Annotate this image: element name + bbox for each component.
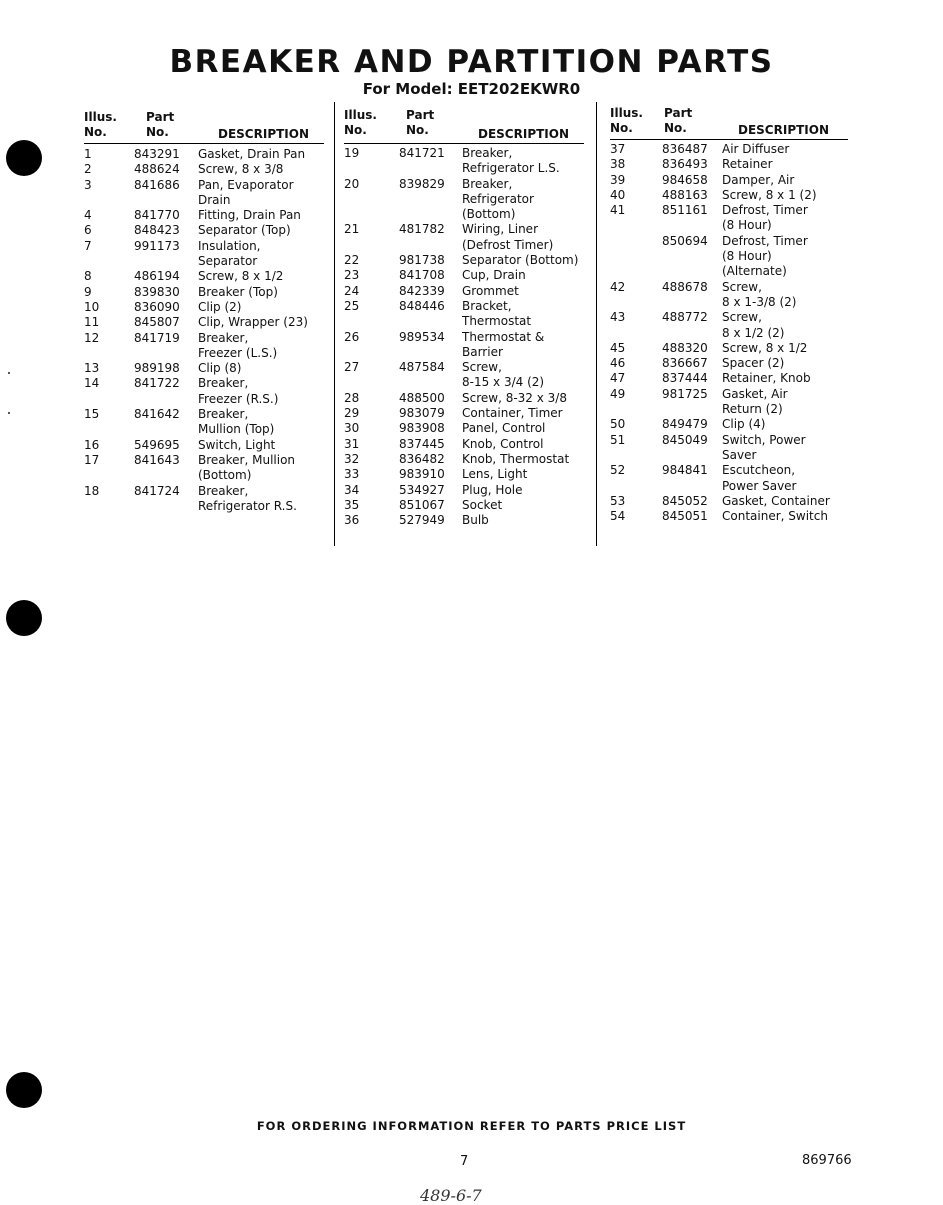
- part-description: Breaker,: [198, 330, 249, 345]
- part-description: Breaker, Mullion: [198, 452, 296, 467]
- parts-row: [84, 178, 324, 209]
- part-number: 984658: [662, 172, 708, 187]
- part-number: 837444: [662, 371, 708, 386]
- part-number: 850694: [662, 233, 708, 248]
- parts-row: [344, 268, 584, 283]
- illus-number: 9: [84, 284, 92, 299]
- parts-row: [610, 341, 850, 356]
- part-description: 8 x 1/2 (2): [722, 325, 785, 340]
- parts-row: [84, 376, 324, 407]
- parts-row: [610, 157, 850, 172]
- illus-number: 45: [610, 340, 626, 355]
- illus-number: 30: [344, 421, 360, 436]
- header-underline: [84, 143, 324, 144]
- part-number: 488772: [662, 310, 708, 325]
- part-number: 841642: [134, 407, 180, 422]
- part-number: 488500: [399, 390, 445, 405]
- part-number: 841719: [134, 330, 180, 345]
- illus-number: 29: [344, 406, 360, 421]
- illus-number: 3: [84, 177, 92, 192]
- part-number: 534927: [399, 482, 445, 497]
- parts-row: [610, 371, 850, 386]
- part-description: Thermostat &: [462, 329, 545, 344]
- part-description: Retainer: [722, 157, 773, 172]
- part-description: Freezer (L.S.): [198, 345, 278, 360]
- parts-row: [344, 284, 584, 299]
- punch-hole-top: [6, 140, 42, 176]
- part-description: Gasket, Drain Pan: [198, 147, 306, 161]
- part-number: 841686: [134, 177, 180, 192]
- part-number: 841708: [399, 268, 445, 283]
- part-number: 841643: [134, 452, 180, 467]
- illus-number: 4: [84, 208, 92, 223]
- part-number: 841722: [134, 376, 180, 391]
- parts-row: [84, 315, 324, 330]
- part-description: Breaker,: [462, 176, 513, 191]
- scan-speck: [8, 412, 10, 414]
- parts-row: [610, 310, 850, 341]
- part-number: 845049: [662, 432, 708, 447]
- part-header: Part No.: [406, 108, 435, 137]
- part-number: 851067: [399, 497, 445, 512]
- parts-column-2: [344, 108, 584, 528]
- part-description: (Defrost Timer): [462, 237, 554, 252]
- part-description: Refrigerator L.S.: [462, 161, 560, 176]
- part-description: Breaker,: [198, 483, 249, 498]
- parts-list: [610, 142, 850, 524]
- illus-number: 42: [610, 279, 626, 294]
- illus-number: 46: [610, 356, 626, 371]
- parts-row: [344, 452, 584, 467]
- illus-number: 22: [344, 253, 360, 268]
- illus-number: 10: [84, 299, 100, 314]
- parts-row: [610, 234, 850, 280]
- part-description: (Bottom): [462, 207, 516, 222]
- part-number: 989198: [134, 361, 180, 376]
- header-underline: [344, 143, 584, 144]
- illus-number: 37: [610, 142, 626, 156]
- part-description: Switch, Power: [722, 432, 806, 447]
- part-number: 983910: [399, 467, 445, 482]
- punch-hole-bottom: [6, 1072, 42, 1108]
- parts-row: [84, 331, 324, 362]
- punch-hole-middle: [6, 600, 42, 636]
- part-number: 836482: [399, 451, 445, 466]
- parts-row: [344, 498, 584, 513]
- part-description: Clip (8): [198, 361, 242, 376]
- illus-number: 31: [344, 436, 360, 451]
- illus-number: 53: [610, 493, 626, 508]
- illus-number: 47: [610, 371, 626, 386]
- parts-row: [344, 177, 584, 223]
- part-number: 836493: [662, 157, 708, 172]
- part-description: Screw, 8 x 1/2: [722, 340, 808, 355]
- parts-row: [610, 509, 850, 524]
- column-divider: [596, 102, 597, 546]
- part-description: Power Saver: [722, 478, 797, 493]
- illus-header: Illus. No.: [344, 108, 377, 137]
- part-description: Screw, 8 x 3/8: [198, 162, 284, 177]
- part-number: 839829: [399, 176, 445, 191]
- parts-row: [84, 162, 324, 177]
- part-description: Refrigerator R.S.: [198, 498, 297, 513]
- parts-row: [344, 467, 584, 482]
- ordering-note: FOR ORDERING INFORMATION REFER TO PARTS PRICE LIST: [256, 1119, 687, 1133]
- illus-number: 21: [344, 222, 360, 237]
- illus-number: 13: [84, 361, 100, 376]
- illus-number: 28: [344, 390, 360, 405]
- part-description: Screw, 8 x 1 (2): [722, 187, 817, 202]
- illus-number: 27: [344, 360, 360, 375]
- parts-row: [610, 356, 850, 371]
- parts-row: [84, 361, 324, 376]
- part-number: 837445: [399, 436, 445, 451]
- illus-header: Illus. No.: [84, 110, 117, 139]
- part-description: (Bottom): [198, 468, 252, 483]
- illus-number: 32: [344, 451, 360, 466]
- illus-header: Illus. No.: [610, 106, 643, 135]
- part-number: 488678: [662, 279, 708, 294]
- illus-number: 24: [344, 283, 360, 298]
- parts-row: [610, 203, 850, 234]
- part-description: Screw, 8-32 x 3/8: [462, 390, 567, 405]
- parts-row: [610, 280, 850, 311]
- part-description: Clip (4): [722, 417, 766, 432]
- illus-number: 20: [344, 176, 360, 191]
- parts-row: [84, 223, 324, 238]
- part-description: Separator: [198, 254, 258, 269]
- parts-list: [344, 146, 584, 528]
- part-description: Screw,: [722, 310, 762, 325]
- parts-row: [610, 433, 850, 464]
- document-number: 869766: [802, 1153, 852, 1168]
- part-description: Bracket,: [462, 298, 512, 313]
- part-description: Gasket, Container: [722, 493, 830, 508]
- part-description: Separator (Bottom): [462, 253, 579, 268]
- part-description: (8 Hour): [722, 249, 772, 264]
- parts-column-1: [84, 108, 324, 514]
- parts-row: [344, 483, 584, 498]
- illus-number: 35: [344, 497, 360, 512]
- part-number: 836090: [134, 299, 180, 314]
- column-header: [84, 108, 324, 142]
- part-number: 527949: [399, 513, 445, 528]
- column-divider: [334, 102, 335, 546]
- part-description: Plug, Hole: [462, 482, 523, 497]
- parts-row: [84, 147, 324, 162]
- part-description: Defrost, Timer: [722, 233, 808, 248]
- model-subtitle: For Model: EET202EKWR0: [362, 80, 581, 98]
- part-description: Defrost, Timer: [722, 203, 808, 218]
- parts-row: [610, 494, 850, 509]
- part-header: Part No.: [146, 110, 175, 139]
- part-description: Saver: [722, 447, 757, 462]
- parts-row: [84, 239, 324, 270]
- illus-number: 25: [344, 298, 360, 313]
- part-description: Insulation,: [198, 238, 261, 253]
- part-description: Bulb: [462, 513, 489, 528]
- part-description: Breaker (Top): [198, 284, 278, 299]
- parts-row: [610, 173, 850, 188]
- part-description: Freezer (R.S.): [198, 391, 279, 406]
- parts-row: [84, 208, 324, 223]
- part-description: Container, Switch: [722, 509, 828, 524]
- parts-row: [84, 484, 324, 515]
- part-description: Return (2): [722, 402, 783, 417]
- part-description: Air Diffuser: [722, 142, 790, 156]
- illus-number: 26: [344, 329, 360, 344]
- page-number: 7: [460, 1154, 469, 1169]
- part-description: Pan, Evaporator: [198, 177, 294, 192]
- part-number: 488320: [662, 340, 708, 355]
- parts-row: [344, 421, 584, 436]
- scan-speck: [8, 372, 10, 374]
- part-description: 8-15 x 3/4 (2): [462, 375, 545, 390]
- page-title: BREAKER AND PARTITION PARTS: [169, 44, 774, 80]
- part-description: Panel, Control: [462, 421, 546, 436]
- part-number: 983908: [399, 421, 445, 436]
- parts-row: [84, 285, 324, 300]
- part-description: Gasket, Air: [722, 386, 788, 401]
- part-description: Cup, Drain: [462, 268, 526, 283]
- part-number: 845807: [134, 315, 180, 330]
- illus-number: 15: [84, 407, 100, 422]
- column-header: [610, 104, 850, 138]
- part-description: Damper, Air: [722, 172, 795, 187]
- part-description: Grommet: [462, 283, 519, 298]
- parts-row: [610, 188, 850, 203]
- description-header: DESCRIPTION: [478, 127, 570, 141]
- illus-number: 8: [84, 269, 92, 284]
- illus-number: 40: [610, 187, 626, 202]
- illus-number: 12: [84, 330, 100, 345]
- part-number: 549695: [134, 437, 180, 452]
- part-description: Retainer, Knob: [722, 371, 811, 386]
- part-description: Clip (2): [198, 299, 242, 314]
- part-description: Separator (Top): [198, 223, 291, 238]
- illus-number: 18: [84, 483, 100, 498]
- part-description: Refrigerator: [462, 191, 534, 206]
- parts-row: [84, 438, 324, 453]
- illus-number: 38: [610, 157, 626, 172]
- part-number: 836487: [662, 142, 708, 156]
- part-description: (Alternate): [722, 264, 787, 279]
- part-description: (8 Hour): [722, 218, 772, 233]
- part-description: Screw,: [722, 279, 762, 294]
- illus-number: 14: [84, 376, 100, 391]
- part-description: Lens, Light: [462, 467, 528, 482]
- part-number: 981725: [662, 386, 708, 401]
- part-number: 989534: [399, 329, 445, 344]
- parts-list: [84, 147, 324, 514]
- handwritten-note: 489-6-7: [420, 1186, 482, 1205]
- part-description: Screw,: [462, 360, 502, 375]
- illus-number: 41: [610, 203, 626, 218]
- illus-number: 34: [344, 482, 360, 497]
- part-description: Breaker,: [462, 146, 513, 160]
- illus-number: 52: [610, 463, 626, 478]
- parts-row: [84, 269, 324, 284]
- part-description: Switch, Light: [198, 437, 276, 452]
- part-number: 839830: [134, 284, 180, 299]
- parts-column-3: [610, 104, 850, 524]
- part-header: Part No.: [664, 106, 693, 135]
- illus-number: 1: [84, 147, 92, 161]
- part-number: 841770: [134, 208, 180, 223]
- part-description: Knob, Control: [462, 436, 544, 451]
- parts-row: [344, 299, 584, 330]
- column-header: [344, 108, 584, 142]
- part-number: 848446: [399, 298, 445, 313]
- parts-row: [610, 387, 850, 418]
- part-number: 845051: [662, 509, 708, 524]
- parts-row: [344, 437, 584, 452]
- part-number: 486194: [134, 269, 180, 284]
- illus-number: 6: [84, 223, 92, 238]
- part-number: 991173: [134, 238, 180, 253]
- part-description: Breaker,: [198, 376, 249, 391]
- part-description: Fitting, Drain Pan: [198, 208, 301, 223]
- part-number: 487584: [399, 360, 445, 375]
- part-description: Breaker,: [198, 407, 249, 422]
- illus-number: 7: [84, 238, 92, 253]
- parts-row: [610, 142, 850, 157]
- description-header: DESCRIPTION: [738, 123, 830, 137]
- part-description: Thermostat: [462, 314, 532, 329]
- part-number: 843291: [134, 147, 180, 161]
- parts-row: [610, 417, 850, 432]
- parts-row: [344, 146, 584, 177]
- illus-number: 17: [84, 452, 100, 467]
- illus-number: 43: [610, 310, 626, 325]
- illus-number: 11: [84, 315, 100, 330]
- part-number: 851161: [662, 203, 708, 218]
- parts-row: [344, 330, 584, 361]
- illus-number: 23: [344, 268, 360, 283]
- part-number: 842339: [399, 283, 445, 298]
- part-description: Wiring, Liner: [462, 222, 538, 237]
- parts-row: [344, 222, 584, 253]
- part-number: 481782: [399, 222, 445, 237]
- part-description: Socket: [462, 497, 503, 512]
- part-number: 984841: [662, 463, 708, 478]
- part-description: Screw, 8 x 1/2: [198, 269, 284, 284]
- description-header: DESCRIPTION: [218, 127, 310, 141]
- parts-row: [84, 300, 324, 315]
- part-description: 8 x 1-3/8 (2): [722, 294, 797, 309]
- part-description: Container, Timer: [462, 406, 563, 421]
- parts-row: [344, 513, 584, 528]
- part-number: 849479: [662, 417, 708, 432]
- illus-number: 50: [610, 417, 626, 432]
- header-underline: [610, 139, 848, 140]
- part-description: Escutcheon,: [722, 463, 796, 478]
- part-number: 983079: [399, 406, 445, 421]
- parts-row: [610, 463, 850, 494]
- part-number: 845052: [662, 493, 708, 508]
- illus-number: 16: [84, 437, 100, 452]
- parts-row: [84, 407, 324, 438]
- illus-number: 39: [610, 172, 626, 187]
- part-number: 841724: [134, 483, 180, 498]
- part-number: 841721: [399, 146, 445, 160]
- illus-number: 51: [610, 432, 626, 447]
- parts-row: [344, 253, 584, 268]
- part-number: 981738: [399, 253, 445, 268]
- part-description: Barrier: [462, 344, 503, 359]
- illus-number: 49: [610, 386, 626, 401]
- part-number: 488624: [134, 162, 180, 177]
- part-description: Clip, Wrapper (23): [198, 315, 308, 330]
- part-description: Drain: [198, 192, 231, 207]
- parts-row: [84, 453, 324, 484]
- part-number: 488163: [662, 187, 708, 202]
- illus-number: 19: [344, 146, 360, 160]
- part-number: 848423: [134, 223, 180, 238]
- illus-number: 54: [610, 509, 626, 524]
- illus-number: 33: [344, 467, 360, 482]
- parts-row: [344, 406, 584, 421]
- part-number: 836667: [662, 356, 708, 371]
- parts-row: [344, 391, 584, 406]
- part-description: Mullion (Top): [198, 422, 275, 437]
- illus-number: 2: [84, 162, 92, 177]
- part-description: Knob, Thermostat: [462, 451, 570, 466]
- part-description: Spacer (2): [722, 356, 785, 371]
- illus-number: 36: [344, 513, 360, 528]
- parts-row: [344, 360, 584, 391]
